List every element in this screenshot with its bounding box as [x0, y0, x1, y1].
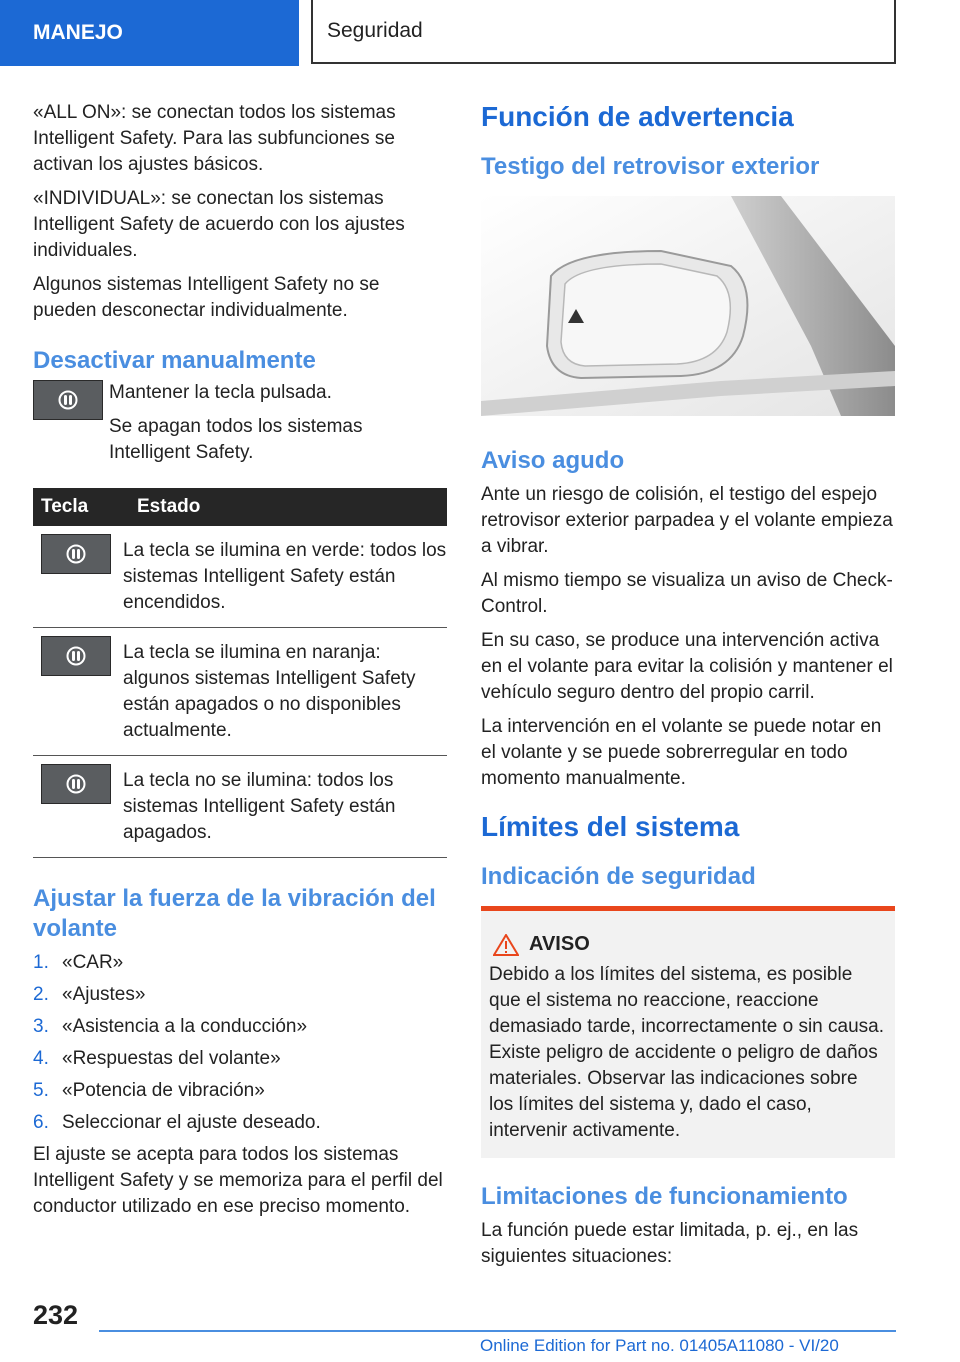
- heading-desactivar: Desactivar manualmente: [33, 347, 316, 374]
- heading-funcion: Función de advertencia: [481, 101, 794, 132]
- step-text: «CAR»: [62, 952, 124, 973]
- paragraph-apagan: [33, 414, 447, 466]
- heading-testigo: Testigo del retrovisor exterior: [481, 153, 820, 180]
- paragraph-aviso-1: Ante un riesgo de colisión, el testigo del espejo retrovisor exterior parpadea y el volante empieza a vibrar.: [481, 484, 893, 557]
- paragraph-aviso-3: En su caso, se produce una intervención activa en el volante para evitar la colisión y mantener el vehículo seguro dentro del propio carril.: [481, 630, 893, 703]
- key-orange-icon: [41, 636, 111, 676]
- paragraph-all-on: «ALL ON»: se conectan todos los sistemas Intelligent Safety. Para las subfunciones se activan los ajustes básicos.: [33, 102, 396, 175]
- heading-aviso-agudo: Aviso agudo: [481, 447, 625, 474]
- col-header-tecla: Tecla: [33, 488, 123, 526]
- intelligent-safety-key-icon: [33, 380, 103, 420]
- left-column: [33, 100, 447, 1228]
- key-off-icon: [41, 764, 111, 804]
- warning-triangle-icon: [493, 934, 519, 956]
- warning-box: [481, 906, 895, 1158]
- heading-limitaciones: Limitaciones de funcionamiento: [481, 1183, 848, 1210]
- warning-header: [489, 933, 887, 956]
- paragraph-algunos: Algunos sistemas Intelligent Safety no se pueden desconectar individualmente.: [33, 274, 380, 321]
- step-text: Seleccionar el ajuste deseado.: [62, 1112, 321, 1133]
- table-row: [33, 628, 447, 756]
- warning-title: AVISO: [529, 933, 590, 955]
- side-mirror-illustration: [481, 196, 895, 416]
- step-number: 3.: [33, 1016, 49, 1037]
- step-number: 6.: [33, 1112, 49, 1133]
- chapter-tab: [0, 0, 299, 66]
- step-text: «Respuestas del volante»: [62, 1048, 281, 1069]
- step-number: 2.: [33, 984, 49, 1005]
- step-text: «Ajustes»: [62, 984, 146, 1005]
- row-state-text: La tecla no se ilumina: todos los sistemas Intelligent Safety están apagados.: [123, 756, 447, 858]
- step-number: 5.: [33, 1080, 49, 1101]
- press-key-block: [33, 380, 447, 466]
- warning-text: Debido a los límites del sistema, es posible que el sistema no reaccione, reaccione demasiado tarde, incorrectamente o sin causa. Existe peligro de accidente o peligro de daños materiales. Observar las indicaciones sobre los límites del sistema y, dado el caso, intervenir activamente.: [489, 964, 884, 1141]
- paragraph-aviso-2: Al mismo tiempo se visualiza un aviso de Check-Control.: [481, 570, 893, 617]
- steps-list: [33, 950, 447, 1136]
- row-state-text: La tecla se ilumina en verde: todos los sistemas Intelligent Safety están encendidos.: [123, 526, 447, 628]
- footer-edition: Online Edition for Part no. 01405A11080 - VI/20: [480, 1336, 839, 1355]
- section-title: Seguridad: [327, 19, 423, 42]
- step-text: «Asistencia a la conducción»: [62, 1016, 308, 1037]
- step-text: «Potencia de vibración»: [62, 1080, 265, 1101]
- table-row: [33, 526, 447, 628]
- row-state-text: La tecla se ilumina en naranja: algunos sistemas Intelligent Safety están apagados o no disponibles actualmente.: [123, 628, 447, 756]
- key-state-table: [33, 488, 447, 858]
- page-number: 232: [33, 1300, 79, 1330]
- heading-indicacion: Indicación de seguridad: [481, 863, 756, 890]
- list-item: [33, 1014, 447, 1040]
- list-item: [33, 950, 447, 976]
- list-item: [33, 1110, 447, 1136]
- list-item: [33, 1078, 447, 1104]
- heading-limites: Límites del sistema: [481, 811, 740, 842]
- heading-ajustar: Ajustar la fuerza de la vibración del volante: [33, 885, 436, 942]
- footer-divider: [99, 1330, 896, 1332]
- paragraph-ajuste-acepta: El ajuste se acepta para todos los sistemas Intelligent Safety y se memoriza para el perfil del conductor utilizado en ese preciso momento.: [33, 1144, 443, 1217]
- step-number: 1.: [33, 952, 49, 973]
- paragraph-individual: «INDIVIDUAL»: se conectan los sistemas Intelligent Safety de acuerdo con los ajustes individuales.: [33, 188, 405, 261]
- col-header-estado: Estado: [123, 488, 447, 526]
- right-column: [481, 100, 895, 1278]
- list-item: [33, 982, 447, 1008]
- paragraph-aviso-4: La intervención en el volante se puede notar en el volante y se puede sobrerregular en todo momento manualmente.: [481, 716, 882, 789]
- paragraph-apagan-text: Se apagan todos los sistemas Intelligent Safety.: [109, 416, 363, 463]
- section-header: [311, 0, 896, 64]
- chapter-title: MANEJO: [33, 21, 123, 44]
- list-item: [33, 1046, 447, 1072]
- key-green-icon: [41, 534, 111, 574]
- table-row: [33, 756, 447, 858]
- step-number: 4.: [33, 1048, 49, 1069]
- paragraph-mantener: Mantener la tecla pulsada.: [109, 382, 332, 403]
- paragraph-limitaciones: La función puede estar limitada, p. ej., en las siguientes situaciones:: [481, 1220, 859, 1267]
